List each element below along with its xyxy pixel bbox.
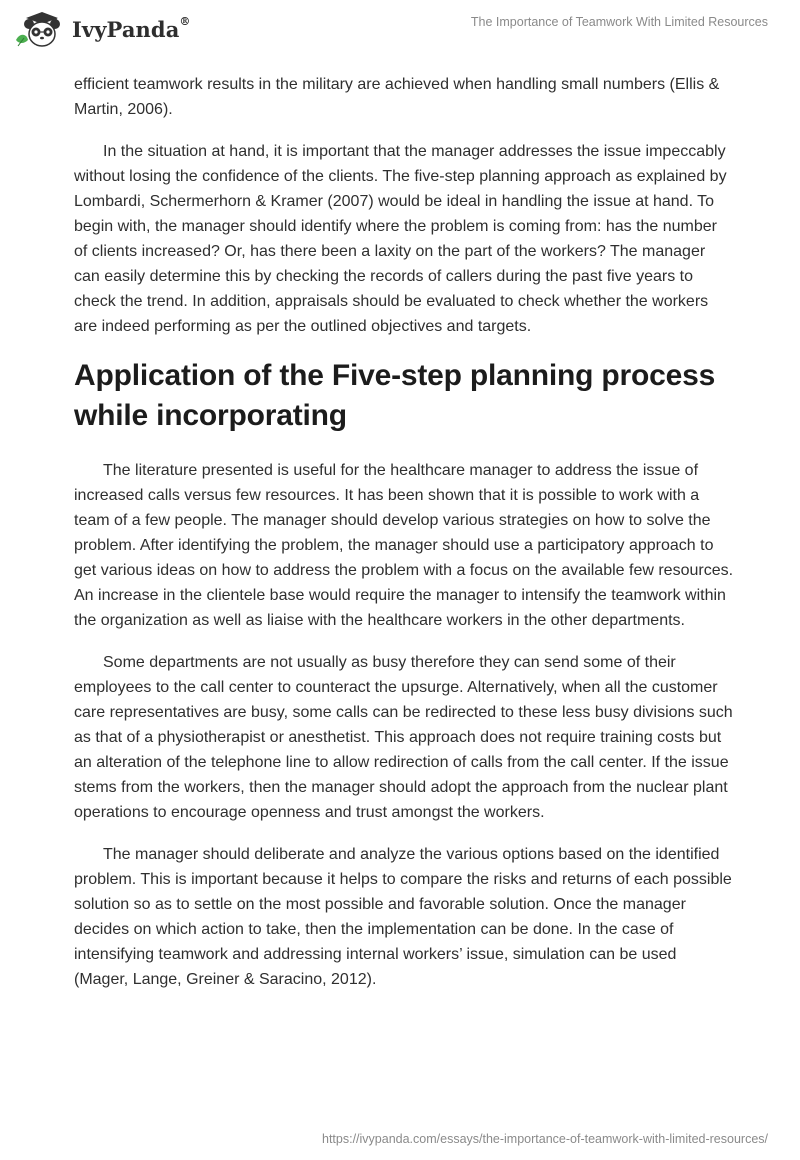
article-body [74,72,734,1009]
registered-mark: ® [179,14,191,28]
paragraph-departments: Some departments are not usually as busy therefore they can send some of their employees to the call center to counteract the upsurge. Alternatively, when all the customer care representatives are busy, some calls can be redirected to these less busy divisions such as that of a physiotherapist or anesthetist. This approach does not require training costs but an alteration of the telephone line to allow redirection of calls from the call center. If the issue stems from the workers, then the manager should adopt the approach from the nuclear plant operations to encourage openness and trust amongst the workers. [74,654,733,821]
paragraph-deliberate: The manager should deliberate and analyze the various options based on the identified problem. This is important because it helps to compare the risks and returns of each possible solution so as to settle on the most possible and favorable solution. Once the manager decides on which action to take, then the implementation can be done. In the case of intensifying teamwork and addressing internal workers’ issue, simulation can be used (Mager, Lange, Greiner & Saracino, 2012). [74,846,732,988]
source-url[interactable]: https://ivypanda.com/essays/the-importance-of-teamwork-with-limited-resources/ [322,1132,768,1146]
section-heading: Application of the Five-step planning process while incorporating [74,359,716,432]
page-header [0,0,800,70]
panda-mascot-icon [14,10,66,48]
ivypanda-logo[interactable] [14,10,191,48]
document-title: The Importance of Teamwork With Limited Resources [470,15,768,29]
paragraph-situation: In the situation at hand, it is important that the manager addresses the issue impeccably without losing the confidence of the clients. The five-step planning approach as explained by Lombardi, Schermerhorn & Kramer (2007) would be ideal in handling the issue at hand. To begin with, the manager should identify where the problem is coming from: has the number of clients increased? Or, has there been a laxity on the part of the workers? The manager can easily determine this by checking the records of callers during the past five years to check the trend. In addition, appraisals should be evaluated to check whether the workers are indeed performing as per the outlined objectives and targets. [74,143,727,335]
brand-name: IvyPanda® [72,14,191,42]
paragraph-intro-continuation: efficient teamwork results in the military are achieved when handling small numbers (Ellis & Martin, 2006). [74,76,720,118]
paragraph-literature: The literature presented is useful for the healthcare manager to address the issue of increased calls versus few resources. It has been shown that it is possible to work with a team of a few people. The manager should develop various strategies on how to solve the problem. After identifying the problem, the manager should use a participatory approach to get various ideas on how to address the problem with a focus on the available few resources. An increase in the clientele base would require the manager to intensify the teamwork within the organization as well as liaise with the healthcare workers in the other departments. [74,462,734,629]
